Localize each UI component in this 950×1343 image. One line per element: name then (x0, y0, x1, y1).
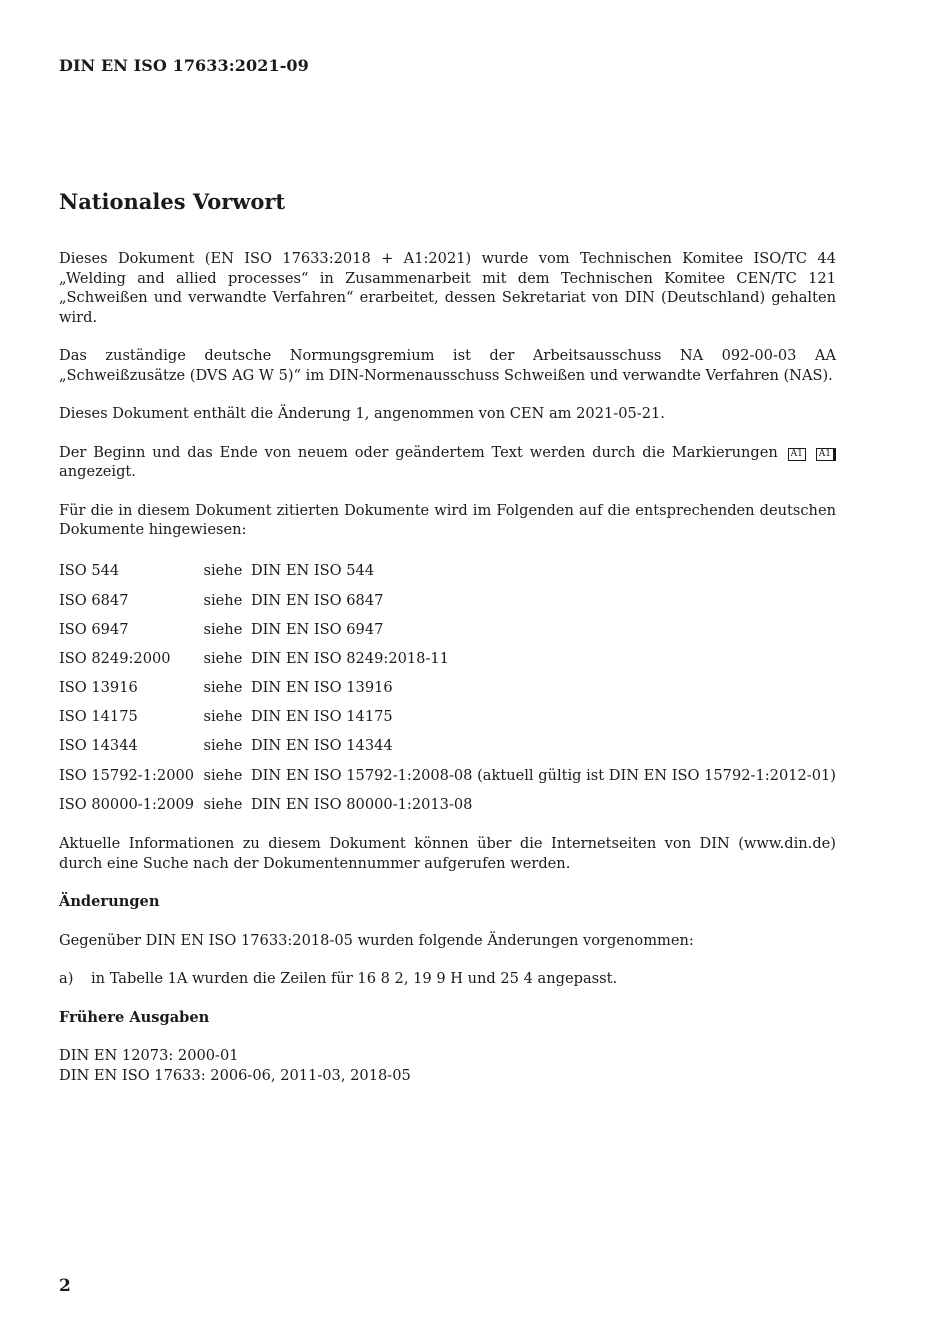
paragraph-markers (59, 443, 836, 482)
table-row (59, 732, 836, 761)
paragraph-online-info: Aktuelle Informationen zu diesem Dokument können über die Internetseiten von DIN (www.din.de) durch eine Suche nach der Dokumentennummer aufgerufen werden. (59, 835, 836, 872)
table-row (59, 761, 836, 790)
iso-reference: ISO 8249:2000 (59, 649, 171, 667)
iso-reference: ISO 80000-1:2009 (59, 795, 195, 813)
din-reference: DIN EN ISO 15792-1:2008-08 (aktuell gültig ist DIN EN ISO 15792-1:2012-01) (250, 766, 836, 784)
see-word: siehe (203, 620, 243, 638)
previous-editions-list (59, 1046, 836, 1086)
table-row (59, 644, 836, 673)
main-content (59, 187, 836, 1086)
markers-text: Der Beginn und das Ende von neuem oder geändertem Text werden durch die Markierungen (59, 443, 778, 461)
markers-text-end: angezeigt. (59, 463, 136, 480)
iso-reference: ISO 544 (59, 562, 120, 580)
iso-reference: ISO 14344 (59, 737, 138, 755)
din-reference: DIN EN ISO 14344 (250, 737, 393, 755)
document-identifier: DIN EN ISO 17633:2021-09 (59, 56, 309, 75)
see-word: siehe (203, 795, 243, 813)
section-title: Nationales Vorwort (59, 189, 286, 214)
din-reference: DIN EN ISO 14175 (250, 708, 393, 726)
din-reference: DIN EN ISO 8249:2018-11 (250, 649, 449, 667)
reference-table (59, 557, 836, 820)
iso-reference: ISO 6847 (59, 591, 129, 609)
previous-editions-heading: Frühere Ausgaben (59, 1008, 210, 1026)
see-word: siehe (203, 649, 243, 667)
iso-reference: ISO 6947 (59, 620, 129, 638)
table-row (59, 586, 836, 615)
table-row (59, 790, 836, 819)
paragraph-standards-body: Das zuständige deutsche Normungsgremium ist der Arbeitsausschuss NA 092-00-03 AA „Schweißzusätze (DVS AG W 5)“ im DIN-Normenausschuss Schweißen und verwandte Verfahren (NAS). (59, 347, 836, 384)
din-reference: DIN EN ISO 80000-1:2013-08 (250, 795, 473, 813)
list-item-label: a) (59, 970, 74, 988)
table-row (59, 673, 836, 702)
din-reference: DIN EN ISO 6947 (250, 620, 384, 638)
din-reference: DIN EN ISO 13916 (250, 679, 393, 697)
amendment-end-marker: A1 (816, 448, 836, 461)
page-number: 2 (59, 1276, 71, 1296)
din-reference: DIN EN ISO 544 (250, 562, 375, 580)
see-word: siehe (203, 591, 243, 609)
paragraph-amendment: Dieses Dokument enthält die Änderung 1, angenommen von CEN am 2021-05-21. (59, 405, 665, 422)
iso-reference: ISO 13916 (59, 679, 138, 697)
iso-reference: ISO 14175 (59, 708, 138, 726)
amendment-start-marker: A1 (788, 448, 806, 461)
see-word: siehe (203, 708, 243, 726)
see-word: siehe (203, 766, 243, 784)
table-row (59, 615, 836, 644)
see-word: siehe (203, 737, 243, 755)
table-row (59, 702, 836, 731)
changes-intro: Gegenüber DIN EN ISO 17633:2018-05 wurden folgende Änderungen vorgenommen: (59, 931, 694, 949)
previous-edition-line: DIN EN 12073: 2000-01 (59, 1047, 239, 1065)
iso-reference: ISO 15792-1:2000 (59, 766, 195, 784)
list-item (59, 969, 836, 989)
changes-heading: Änderungen (59, 893, 160, 911)
list-item-text: in Tabelle 1A wurden die Zeilen für 16 8 2, 19 9 H und 25 4 angepasst. (91, 970, 618, 988)
paragraph-committee: Dieses Dokument (EN ISO 17633:2018 + A1:2021) wurde vom Technischen Komitee ISO/TC 44 „Welding and allied processes“ in Zusammenarbeit mit dem Technischen Komitee CEN/TC 121 „Schweißen und verwandte Verfahren“ erarbeitet, dessen Sekretariat von DIN (Deutschland) gehalten wird. (59, 250, 836, 326)
paragraph-references-intro: Für die in diesem Dokument zitierten Dokumente wird im Folgenden auf die entsprechenden deutschen Dokumente hingewiesen: (59, 501, 836, 538)
previous-edition-line: DIN EN ISO 17633: 2006-06, 2011-03, 2018-05 (59, 1067, 411, 1085)
see-word: siehe (203, 562, 243, 580)
table-row (59, 557, 836, 586)
see-word: siehe (203, 679, 243, 697)
din-reference: DIN EN ISO 6847 (250, 591, 384, 609)
